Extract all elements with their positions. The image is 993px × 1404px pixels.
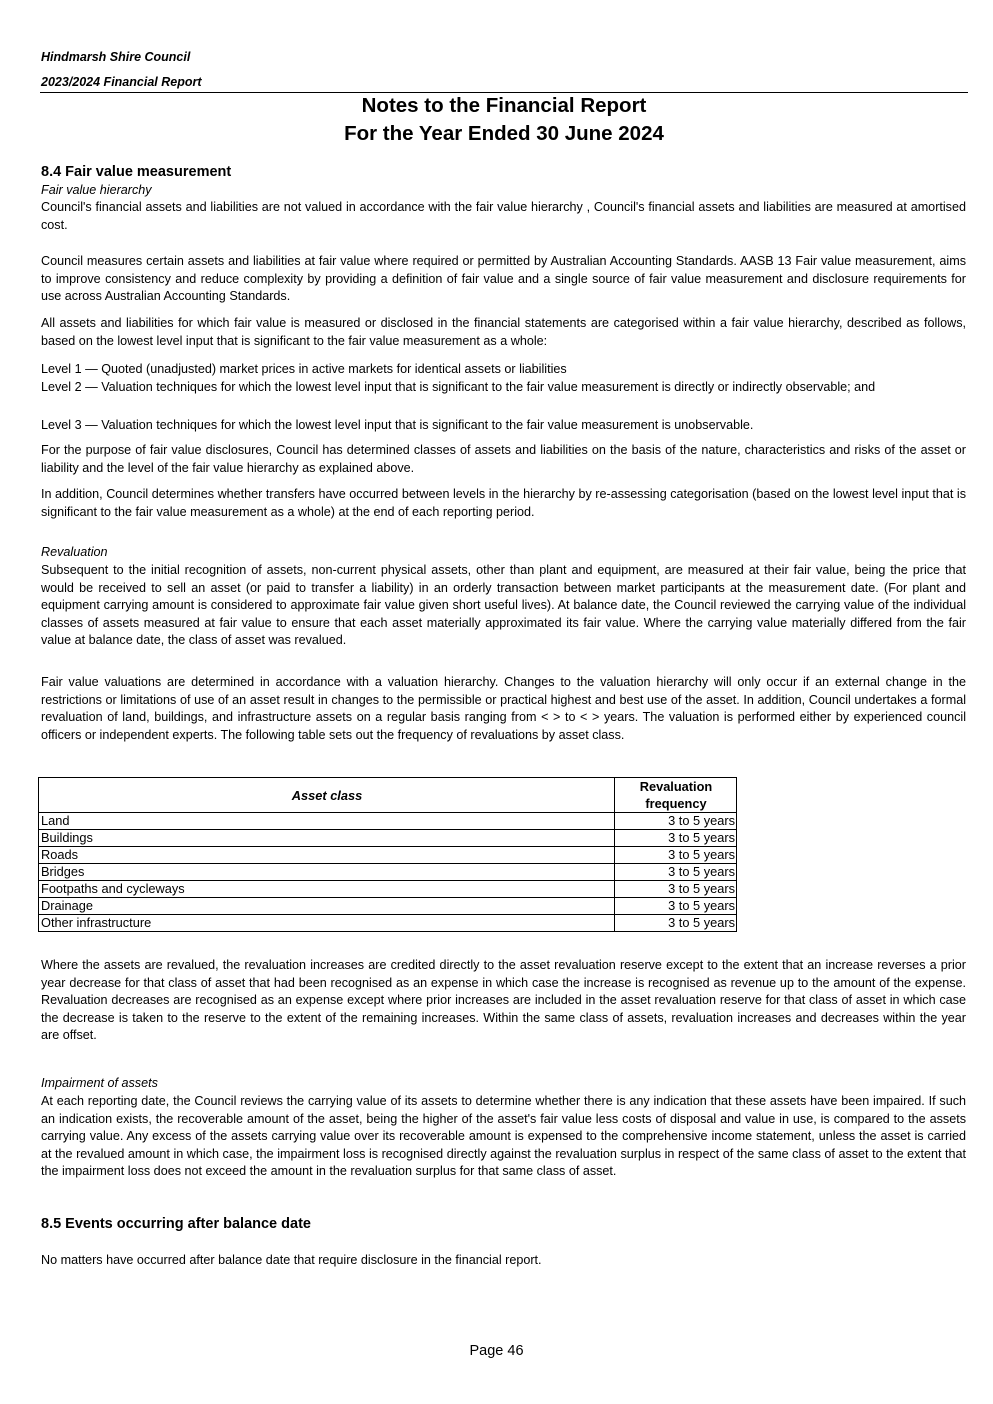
report-name: 2023/2024 Financial Report [41, 75, 202, 89]
paragraph: Where the assets are revalued, the revaluation increases are credited directly to the asset revaluation reserve except to the extent that an increase reverses a prior year decrease for that class of asset that had been recognised as an expense in which case the increase is recognised as revenue up to the amount of the expense. Revaluation decreases are recognised as an expense except where prior increases are included in the asset revaluation reserve for that class of asset in which case the decrease is taken to the reserve to the extent of the remaining increases. Within the same class of assets, revaluation increases and decreases within the year are offset. [41, 958, 966, 1042]
asset-cell: Land [39, 813, 615, 830]
level-3-text: Level 3 — Valuation techniques for which the lowest level input that is significant to the fair value measurement is unobservable. [41, 418, 754, 432]
asset-cell: Other infrastructure [39, 915, 615, 932]
paragraph: For the purpose of fair value disclosures, Council has determined classes of assets and liabilities on the basis of the nature, characteristics and risks of the asset or liability and the level of the fair value hierarchy as explained above. [41, 443, 966, 475]
asset-cell: Bridges [39, 864, 615, 881]
revaluation-frequency-header: Revaluation frequency [615, 778, 737, 813]
paragraph: Council measures certain assets and liabilities at fair value where required or permitted by Australian Accounting Standards. AASB 13 Fair value measurement, aims to improve consistency and reduce complexity by providing a definition of fair value and a single source of fair value measurement and disclosure requirements for use across Australian Accounting Standards. [41, 254, 966, 303]
table-row [39, 847, 737, 864]
revaluation-subheading: Revaluation [41, 545, 108, 559]
frequency-cell: 3 to 5 years [615, 864, 737, 881]
table-row [39, 864, 737, 881]
section-8-4 [41, 164, 966, 234]
paragraph: In addition, Council determines whether transfers have occurred between levels in the hierarchy by re-assessing categorisation (based on the lowest level input that is significant to the fair value measurement as a whole) at the end of each reporting period. [41, 487, 966, 519]
frequency-cell: 3 to 5 years [615, 915, 737, 932]
table-header-row [39, 778, 737, 813]
table-row [39, 881, 737, 898]
frequency-cell: 3 to 5 years [615, 830, 737, 847]
asset-cell: Drainage [39, 898, 615, 915]
frequency-cell: 3 to 5 years [615, 881, 737, 898]
page-title: Notes to the Financial Report [361, 94, 647, 117]
section-8-5-heading: 8.5 Events occurring after balance date [41, 1216, 311, 1232]
section-8-4-heading: 8.4 Fair value measurement [41, 164, 232, 180]
frequency-cell: 3 to 5 years [615, 847, 737, 864]
revaluation-frequency-table [38, 777, 737, 932]
paragraph: No matters have occurred after balance date that require disclosure in the financial report. [41, 1253, 542, 1267]
asset-cell: Footpaths and cycleways [39, 881, 615, 898]
paragraph: At each reporting date, the Council reviews the carrying value of its assets to determine whether there is any indication that these assets have been impaired. If such an indication exists, the recoverable amount of the asset, being the higher of the asset's fair value less costs of disposal and value in use, is compared to the assets carrying value. Any excess of the assets carrying value over its recoverable amount is expensed to the comprehensive income statement, unless the asset is carried at the revalued amount in which case, the impairment loss is recognised directly against the revaluation surplus in respect of the same class of asset to the extent that the impairment loss does not exceed the amount in the revaluation surplus for that same class of asset. [41, 1094, 966, 1178]
frequency-cell: 3 to 5 years [615, 813, 737, 830]
page-number: Page 46 [469, 1343, 524, 1359]
asset-class-header: Asset class [39, 778, 615, 813]
paragraph: Council's financial assets and liabilities are not valued in accordance with the fair value hierarchy , Council's financial assets and liabilities are measured at amortised cost. [41, 200, 966, 232]
level-1-text: Level 1 — Quoted (unadjusted) market prices in active markets for identical assets or liabilities [41, 362, 567, 376]
paragraph: Fair value valuations are determined in accordance with a valuation hierarchy. Changes to the valuation hierarchy will only occur if an external change in the restrictions or limitations of use of an asset result in changes to the permissible or practical highest and best use of the asset. In addition, Council undertakes a formal revaluation of land, buildings, and infrastructure assets on a regular basis ranging from < > to < > years. The valuation is performed either by experienced council officers or independent experts. The following table sets out the frequency of revaluations by asset class. [41, 675, 966, 742]
table-row [39, 830, 737, 847]
org-name: Hindmarsh Shire Council [41, 50, 191, 64]
page-subtitle: For the Year Ended 30 June 2024 [344, 122, 664, 145]
table-row [39, 898, 737, 915]
paragraph: Subsequent to the initial recognition of assets, non-current physical assets, other than plant and equipment, are measured at their fair value, being the price that would be received to sell an asset (or paid to transfer a liability) in an orderly transaction between market participants at the measurement date. (For plant and equipment carrying amount is considered to approximate fair value given short useful lives). At balance date, the Council reviewed the carrying value of the individual classes of assets measured at fair value to ensure that each asset materially approximated its fair value. Where the carrying value materially differed from the fair value at balance date, the class of asset was revalued. [41, 563, 966, 647]
level-2-text: Level 2 — Valuation techniques for which the lowest level input that is significant to the fair value measurement is directly or indirectly observable; and [41, 380, 876, 394]
asset-cell: Buildings [39, 830, 615, 847]
asset-cell: Roads [39, 847, 615, 864]
frequency-cell: 3 to 5 years [615, 898, 737, 915]
table-row [39, 813, 737, 830]
impairment-subheading: Impairment of assets [41, 1076, 158, 1090]
fair-value-hierarchy-subheading: Fair value hierarchy [41, 182, 152, 197]
table-row [39, 915, 737, 932]
paragraph: All assets and liabilities for which fair value is measured or disclosed in the financial statements are categorised within a fair value hierarchy, described as follows, based on the lowest level input that is significant to the fair value measurement as a whole: [41, 316, 966, 348]
